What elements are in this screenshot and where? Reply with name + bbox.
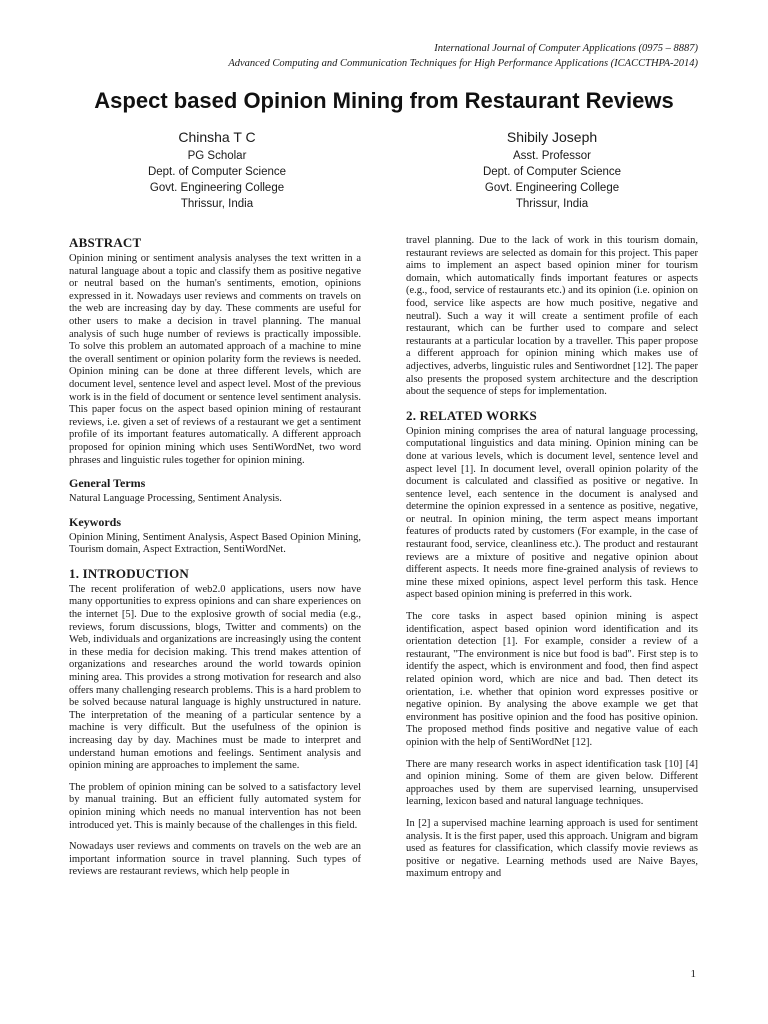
general-terms-heading: General Terms	[69, 476, 146, 491]
author-block-2	[442, 127, 662, 212]
author-college: Govt. Engineering College	[484, 182, 620, 194]
introduction-paragraph: The recent proliferation of web2.0 applications, users now have many opportunities to express opinions and can share experiences on the internet [5]. Due to the explosive growth of social media (e.g., reviews, forum discussions, blogs, Twitter and comments) on the Web, individuals and organizations are increasingly using the content in these media for decision making. This trend makes attention of organizations and researches around the world towards opinion mining area. This provides a strong motivation for research and also offers many challenging research problems. This is a hard problem to be solved because natural language is highly unstructured in nature. The interpretation of the meaning of a particular sentence by a machine is very difficult. But the usefulness of the opinion is increasing day by day. Machines must be made to interpret and understand human emotions and feelings. Sentiment analysis and opinion mining are approaches to implement the same.	[69, 583, 361, 772]
author-dept: Dept. of Computer Science	[147, 166, 287, 178]
right-column	[406, 235, 698, 890]
related-works-paragraph: In [2] a supervised machine learning approach is used for sentiment analysis. It is the first paper, used this approach. Unigram and bigram used as features for classification, which classify movie reviews as positive or negative. Learning methods used are Naive Bayes, maximum entropy and	[406, 817, 698, 880]
abstract-text: Opinion mining or sentiment analysis analyses the text written in a natural language about a topic and classify them as positive negative or neutral based on the human's sentiments, emotion, opinions expressed in it. Nowadays user reviews and comments on travels on the web are increasing day by day. These comments are useful for other users to make a decision in travel planning. The manual analysis of such huge number of reviews is practically impossible. To solve this problem an automated approach of a machine to mine the overall sentiment or opinion polarity form the reviews is needed. Opinion mining can be done at three different levels, which are document level, sentence level and aspect level. Most of the previous work is in the field of document or sentence level sentiment analysis. This paper focus on the aspect based opinion mining of restaurant reviews, i.e. given a set of reviews of a restaurant we get a sentiment profile of its important features automatically. A different approach proposed for opinion mining which uses SentiWordNet, two word phrases and linguistic rules together for opinion mining.	[69, 253, 361, 466]
left-column	[69, 235, 361, 888]
author-name: Shibily Joseph	[506, 129, 598, 145]
author-role: Asst. Professor	[513, 150, 591, 162]
general-terms-text: Natural Language Processing, Sentiment Analysis.	[69, 493, 282, 505]
introduction-paragraph: The problem of opinion mining can be solved to a satisfactory level by manual training. But an efficient fully automated system for opinion mining which needs no manual intervention has not been introduced yet. This is mainly because of the challenges in this field.	[69, 781, 361, 831]
keywords-heading: Keywords	[69, 514, 121, 529]
page-number: 1	[690, 968, 696, 980]
author-city: Thrissur, India	[515, 198, 589, 210]
introduction-paragraph: Nowadays user reviews and comments on travels on the web are an important information source in travel planning. Such types of reviews are restaurant reviews, which help people in	[69, 841, 361, 878]
author-city: Thrissur, India	[180, 198, 254, 210]
author-college: Govt. Engineering College	[149, 182, 285, 194]
related-works-paragraph: Opinion mining comprises the area of natural language processing, computational linguistics and data mining. Opinion mining can be done at various levels, which is document level, sentence level and aspect level [1]. In document level, overall opinion polarity of the document is calculated and classified as positive or negative. In sentence level, each sentence in the document is analysed and determine the opinion expressed in a sentence as positive, negative, or neutral. In opinion mining, the term aspect means important features of products rated by customers (For example, in the case of restaurant food, service, cleanliness etc.). The product and restaurant reviews are a mixture of positive and negative opinion about different aspects. It needs more fine-grained analysis of reviews to mine these mixed opinions, aspect level perform this task. Hence aspect based opinion mining is preferred in this work.	[406, 425, 698, 601]
journal-name: International Journal of Computer Applications (0975 – 8887)	[434, 43, 698, 54]
author-block-1	[107, 127, 327, 212]
keywords-text: Opinion Mining, Sentiment Analysis, Aspect Based Opinion Mining, Tourism domain, Aspect Extraction, SentiWordNet.	[69, 531, 361, 556]
introduction-paragraph-continued: travel planning. Due to the lack of work in this tourism domain, restaurant reviews are selected as domain for this project. This paper aims to implement an aspect based opinion miner for tourism domain, which automatically finds important features or aspects (e.g., food, service of restaurants etc.) and its opinion (i.e. opinion on food, service like aspects are how much positive, negative and neutral). Such a way it will create a sentiment profile of each restaurant, which can be further used to compare and select restaurants at a particular location by a traveller. This paper propose a different approach for opinion mining which makes use of adjectives, adverbs, linguistic rules and Sentiwordnet [12]. The paper also presents the proposed system architecture and the description about the sequence of steps for implementation.	[406, 235, 698, 398]
author-name: Chinsha T C	[178, 129, 256, 145]
related-works-heading: 2. RELATED WORKS	[406, 407, 537, 423]
paper-title: Aspect based Opinion Mining from Restaurant Reviews	[94, 88, 674, 113]
related-works-paragraph: The core tasks in aspect based opinion mining is aspect identification, aspect based opinion word identification and its orientation detection [1]. For example, consider a review of a restaurant, "The environment is nice but food is bad". First step is to identify the aspect, which is environment and food, then find aspect related opinion word, which are nice and bad. Then detect its orientation, i.e. whether that opinion word expresses positive or negative opinion. By analysing the above example we get that environment has positive opinion and the food has positive opinion. The proposed method finds positive and negative value of each opinion with the help of SentiWordNet [12].	[406, 611, 698, 748]
abstract-heading: ABSTRACT	[69, 235, 142, 250]
author-dept: Dept. of Computer Science	[482, 166, 622, 178]
introduction-heading: 1. INTRODUCTION	[69, 565, 190, 581]
author-role: PG Scholar	[187, 150, 247, 162]
related-works-paragraph: There are many research works in aspect identification task [10] [4] and opinion mining. Some of them are given below. Different approaches used by them are supervised learning, unsupervised learning, lexicon based and natural language techniques.	[406, 758, 698, 808]
conference-name: Advanced Computing and Communication Techniques for High Performance Applications (ICACCTHPA-2014)	[228, 58, 698, 69]
